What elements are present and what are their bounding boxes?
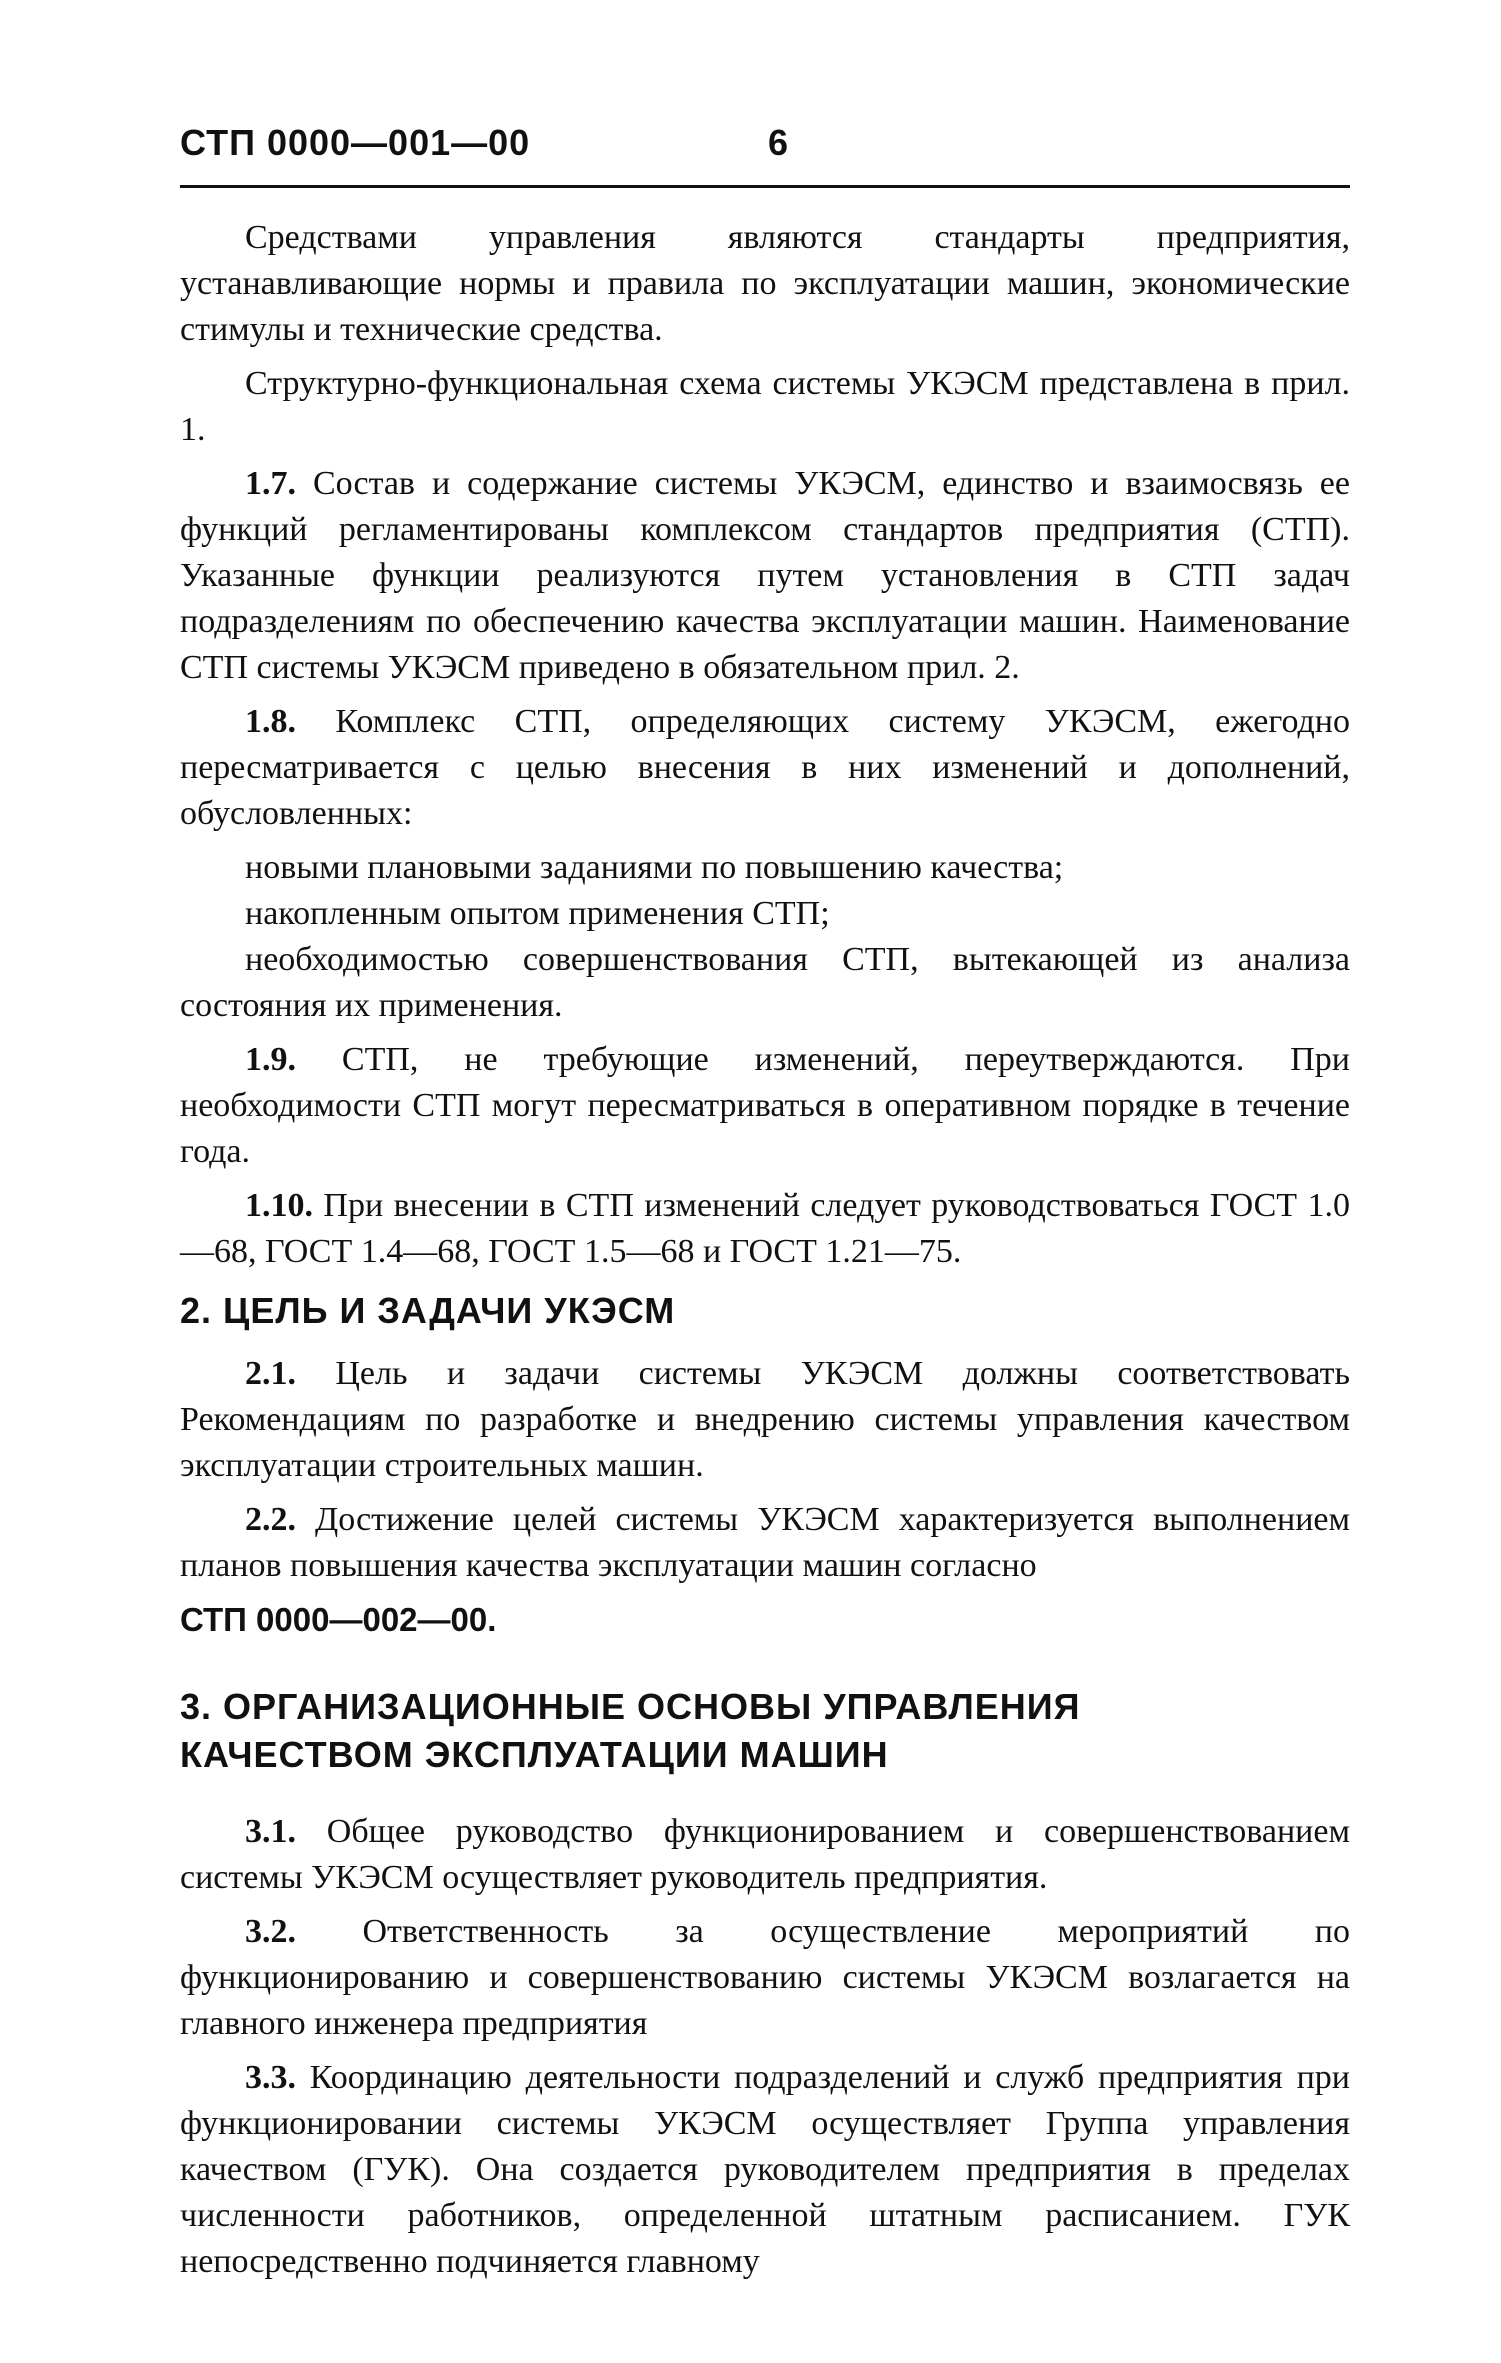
document-body [180,215,1350,2293]
header-rule [180,185,1350,188]
list-item: накопленным опытом применения СТП; [245,895,830,932]
clause-number: 1.9. [245,1041,296,1078]
clause-text: Состав и содержание системы УКЭСМ, единство и взаимосвязь ее функций регламентированы комплексом стандартов предприятия (СТП). Указанные функции реализуются путем установления в СТП задач подразделениям по обеспечению качества эксплуатации машин. Наименование СТП системы УКЭСМ приведено в обязательном прил. 2. [180,465,1350,686]
clause-number: 1.7. [245,465,296,502]
page-number: 6 [768,122,789,163]
clause-text: Достижение целей системы УКЭСМ характеризуется выполнением планов повышения качества эксплуатации машин согласно [180,1501,1350,1584]
section-3-heading [180,1683,1350,1779]
clause-1-8 [180,699,1350,837]
clause-number: 3.3. [245,2059,296,2096]
clause-1-9 [180,1037,1350,1175]
list-item: необходимостью совершенствования СТП, вытекающей из анализа состояния их применения. [180,941,1350,1024]
clause-2-1 [180,1351,1350,1489]
clause-text: Общее руководство функционированием и совершенствованием системы УКЭСМ осуществляет руководитель предприятия. [180,1813,1350,1896]
section-2-heading: 2. ЦЕЛЬ И ЗАДАЧИ УКЭСМ [180,1290,676,1331]
list-item: новыми плановыми заданиями по повышению качества; [245,849,1064,886]
clause-2-2 [180,1497,1350,1589]
clause-3-1 [180,1809,1350,1901]
clause-number: 2.1. [245,1355,296,1392]
clause-text: При внесении в СТП изменений следует руководствоваться ГОСТ 1.0—68, ГОСТ 1.4—68, ГОСТ 1.5—68 и ГОСТ 1.21—75. [180,1187,1350,1270]
clause-text: Координацию деятельности подразделений и служб предприятия при функционировании системы УКЭСМ осуществляет Группа управления качеством (ГУК). Она создается руководителем предприятия в пределах численности работников, определенной штатным расписанием. ГУК непосредственно подчиняется главному [180,2059,1350,2280]
page-header [180,122,1350,182]
document-code: СТП 0000—001—00 [180,122,531,163]
paragraph-means: Средствами управления являются стандарты предприятия, устанавливающие нормы и правила по эксплуатации машин, экономические стимулы и технические средства. [180,219,1350,348]
section-3-heading-line-2: КАЧЕСТВОМ ЭКСПЛУАТАЦИИ МАШИН [180,1734,889,1775]
paragraph-scheme: Структурно-функциональная схема системы УКЭСМ представлена в прил. 1. [180,365,1350,448]
clause-number: 3.2. [245,1913,296,1950]
clause-1-10 [180,1183,1350,1275]
standard-reference: СТП 0000—002—00. [180,1601,497,1638]
clause-number: 1.8. [245,703,296,740]
clause-number: 1.10. [245,1187,313,1224]
clause-1-7 [180,461,1350,691]
clause-text: Цель и задачи системы УКЭСМ должны соответствовать Рекомендациям по разработке и внедрению системы управления качеством эксплуатации строительных машин. [180,1355,1350,1484]
clause-3-2 [180,1909,1350,2047]
clause-number: 2.2. [245,1501,296,1538]
clause-text: СТП, не требующие изменений, переутверждаются. При необходимости СТП могут пересматриваться в оперативном порядке в течение года. [180,1041,1350,1170]
clause-3-3 [180,2055,1350,2285]
section-3-heading-line-1: 3. ОРГАНИЗАЦИОННЫЕ ОСНОВЫ УПРАВЛЕНИЯ [180,1686,1081,1727]
clause-text: Ответственность за осуществление мероприятий по функционированию и совершенствованию системы УКЭСМ возлагается на главного инженера предприятия [180,1913,1350,2042]
clause-number: 3.1. [245,1813,296,1850]
clause-text: Комплекс СТП, определяющих систему УКЭСМ, ежегодно пересматривается с целью внесения в них изменений и дополнений, обусловленных: [180,703,1350,832]
